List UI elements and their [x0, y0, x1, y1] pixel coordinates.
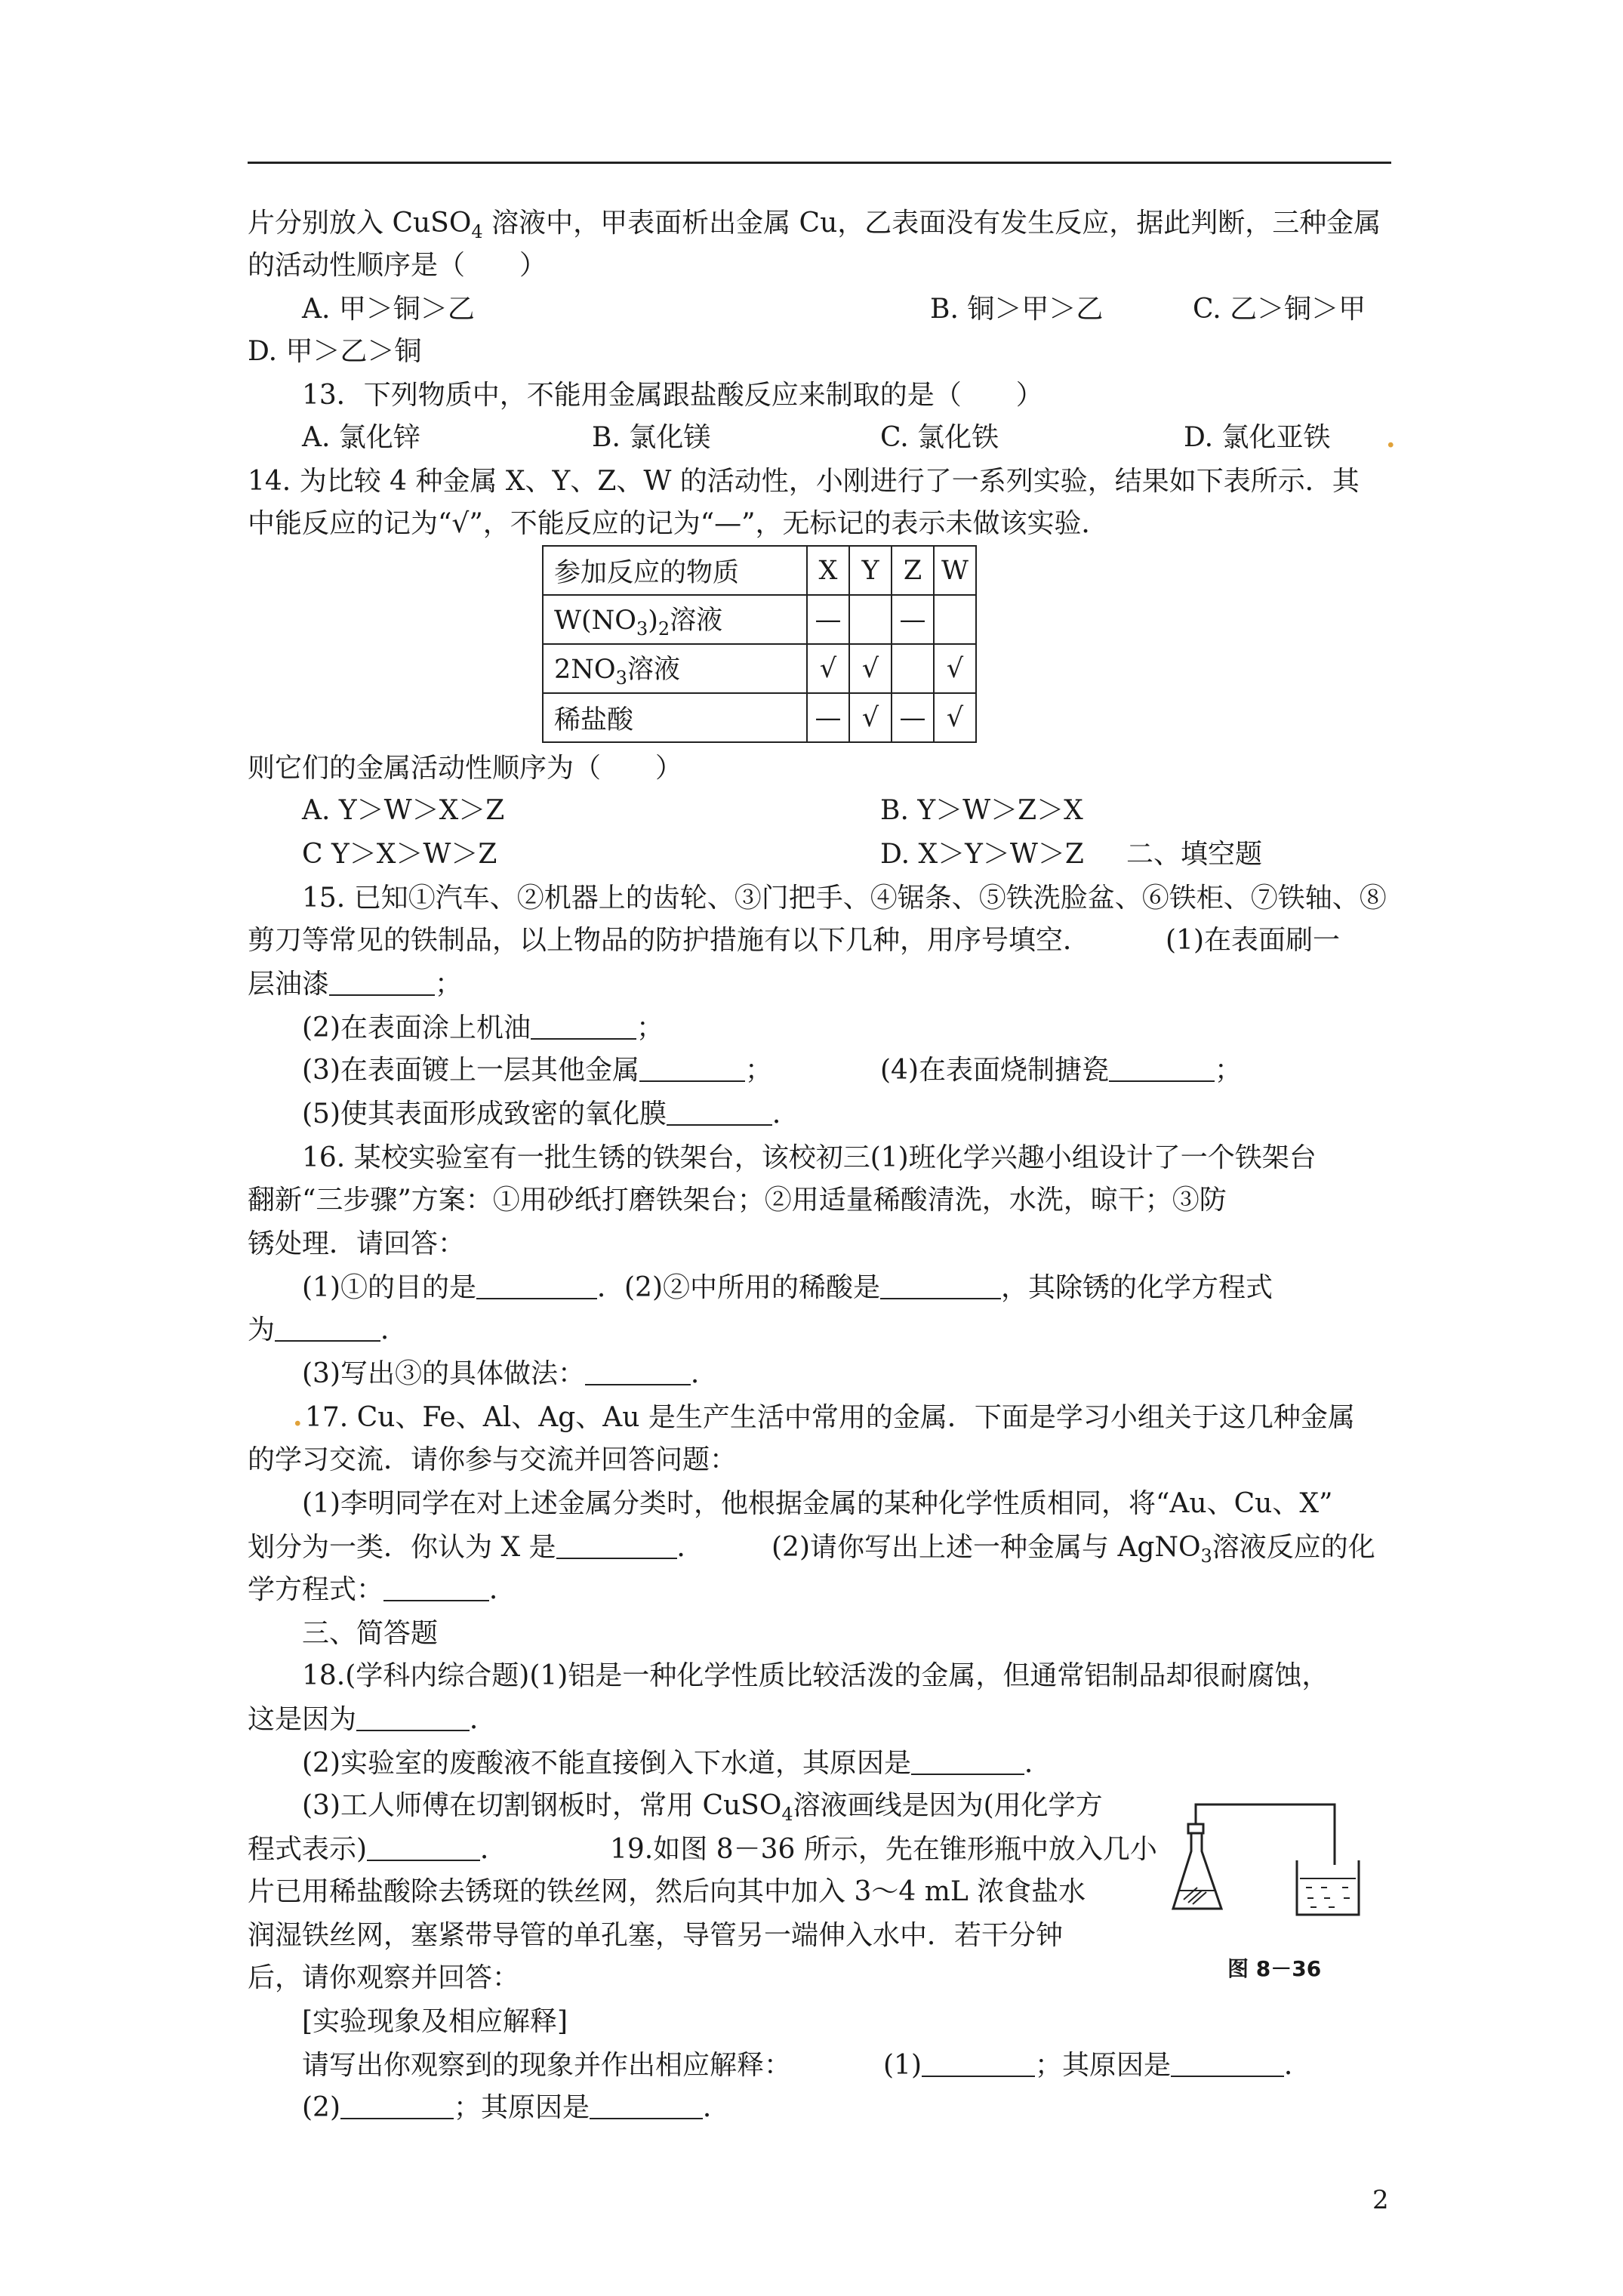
section-heading-fill-in: 二、填空题 [1126, 839, 1263, 870]
table-cell: √ [849, 693, 892, 742]
table-cell: — [892, 693, 934, 742]
q12-option-b: B. 铜＞甲＞乙 [930, 294, 1104, 325]
q18-line3: (2)实验室的废酸液不能直接倒入下水道，其原因是 ． [302, 1748, 1052, 1779]
q14-line1: 14. 为比较 4 种金属 X、Y、Z、W 的活动性，小刚进行了一系列实验，结果如下表所示．其 [248, 466, 1360, 497]
q12-line2: 的活动性顺序是（ ） [248, 250, 547, 281]
q18-line2: 这是因为 ． [248, 1704, 497, 1735]
q13-option-c: C. 氯化铁 [880, 422, 999, 453]
q15-part2: (2)在表面涂上机油 ； [302, 1012, 664, 1043]
q16-line3: 锈处理．请回答： [248, 1228, 466, 1259]
q18-line4: (3)工人师傅在切割钢板时，常用 CuSO$_4$溶液画线是因为(用化学方 [302, 1790, 1103, 1825]
q17-line5: 学方程式： ． [248, 1574, 517, 1605]
q18-line1: 18.(学科内综合题)(1)铝是一种化学性质比较活泼的金属，但通常铝制品却很耐腐蚀， [302, 1660, 1329, 1691]
q19-line3: 润湿铁丝网，塞紧带导管的单孔塞，导管另一端伸入水中．若干分钟 [248, 1920, 1064, 1951]
table-cell: — [892, 595, 934, 644]
table-cell: √ [934, 693, 976, 742]
q15-part5: (5)使其表面形成致密的氧化膜 ． [302, 1099, 800, 1130]
highlight-mark: . [1386, 422, 1396, 454]
table-row-label: 稀盐酸 [543, 693, 807, 742]
table-cell: — [807, 693, 849, 742]
figure-caption: 图 8－36 [1227, 1956, 1322, 1981]
delivery-tube [1196, 1804, 1335, 1865]
reaction-table [542, 545, 977, 743]
q16-sub2: 为 ． [248, 1314, 408, 1345]
q12-option-d: D. 甲＞乙＞铜 [248, 336, 422, 367]
q19-answer-1: (1) ；其原因是 ． [883, 2050, 1312, 2081]
table-header-row [543, 546, 976, 595]
table-header-cell: Z [892, 546, 934, 595]
table-header-cell: X [807, 546, 849, 595]
q19-stem: 19.如图 8－36 所示，先在锥形瓶中放入几小 [610, 1834, 1157, 1865]
q19-section-label: [实验现象及相应解释] [302, 2006, 568, 2037]
table-row [543, 644, 976, 693]
conical-flask [1173, 1833, 1221, 1909]
apparatus-figure [1170, 1782, 1366, 1933]
iron-gauze [1193, 1892, 1206, 1904]
q12-line1: 片分别放入 CuSO$_4$ 溶液中，甲表面析出金属 Cu，乙表面没有发生反应，据此判断，三种金属 [248, 208, 1381, 242]
q19-line2: 片已用稀盐酸除去锈斑的铁丝网，然后向其中加入 3～4 mL 浓食盐水 [248, 1876, 1086, 1907]
q15-part3: (3)在表面镀上一层其他金属 ； [302, 1055, 773, 1086]
q17-line1: 17. Cu、Fe、Al、Ag、Au 是生产生活中常用的金属．下面是学习小组关于这几种金属 [305, 1402, 1355, 1433]
q17-line4: 划分为一类．你认为 X 是 ． [248, 1532, 704, 1563]
q14-line2: 中能反应的记为“√”，不能反应的记为“—”，无标记的表示未做该实验． [248, 508, 1109, 539]
table-cell: √ [934, 644, 976, 693]
table-row-label: $2NO_3$溶液 [543, 644, 807, 693]
q16-sub1: (1)①的目的是 ．(2)②中所用的稀酸是 ，其除锈的化学方程式 [302, 1272, 1273, 1303]
table-cell: √ [807, 644, 849, 693]
q15-part1: (1)在表面刷一 [1166, 925, 1340, 956]
q15-line3: 层油漆 ； [248, 969, 463, 1000]
table-header-cell: 参加反应的物质 [543, 546, 807, 595]
table-header-cell: Y [849, 546, 892, 595]
table-cell: — [807, 595, 849, 644]
q12-option-c: C. 乙＞铜＞甲 [1193, 294, 1366, 325]
highlight-mark: . [293, 1401, 303, 1432]
section-heading-short-answer: 三、简答题 [302, 1618, 439, 1649]
table-row [543, 595, 976, 644]
q19-prompt: 请写出你观察到的现象并作出相应解释： [302, 2050, 792, 2081]
q16-line1: 16. 某校实验室有一批生锈的铁架台，该校初三(1)班化学兴趣小组设计了一个铁架台 [302, 1142, 1317, 1173]
q13-option-a: A. 氯化锌 [302, 422, 420, 453]
q13-option-d: D. 氯化亚铁 [1184, 422, 1331, 453]
q18-line5: 程式表示) ． [248, 1834, 508, 1865]
table-cell [849, 595, 892, 644]
q15-line1: 15. 已知①汽车、②机器上的齿轮、③门把手、④锯条、⑤铁洗脸盆、⑥铁柜、⑦铁轴、⑧ [302, 883, 1387, 914]
page-number: 2 [1372, 2185, 1389, 2215]
header-rule [248, 162, 1391, 164]
q14-option-c: C Y＞X＞W＞Z [302, 839, 497, 870]
iron-gauze [1188, 1891, 1202, 1903]
q17-line2: 的学习交流．请你参与交流并回答问题： [248, 1444, 738, 1475]
q14-stem2: 则它们的金属活动性顺序为（ ） [248, 753, 683, 784]
q17-line3: (1)李明同学在对上述金属分类时，他根据金属的某种化学性质相同，将“Au、Cu、X” [302, 1488, 1333, 1519]
q15-part4: (4)在表面烧制搪瓷 ； [880, 1055, 1243, 1086]
q13-option-b: B. 氯化镁 [592, 422, 711, 453]
q16-sub3: (3)写出③的具体做法： ． [302, 1358, 719, 1389]
stopper [1188, 1824, 1203, 1833]
table-row [543, 693, 976, 742]
table-cell [892, 644, 934, 693]
q16-line2: 翻新“三步骤”方案：①用砂纸打磨铁架台；②用适量稀酸清洗，水洗，晾干；③防 [248, 1185, 1227, 1216]
table-row-label: $W(NO_3)_2$溶液 [543, 595, 807, 644]
q15-line2: 剪刀等常见的铁制品，以上物品的防护措施有以下几种，用序号填空． [248, 925, 1091, 956]
q19-answer-2: (2) ；其原因是 ． [302, 2092, 731, 2123]
q14-option-b: B. Y＞W＞Z＞X [880, 795, 1083, 826]
iron-gauze [1184, 1888, 1197, 1900]
table-cell: √ [849, 644, 892, 693]
q17-line4-part2: (2)请你写出上述一种金属与 AgNO$_3$溶液反应的化 [771, 1532, 1375, 1567]
table-cell [934, 595, 976, 644]
q13-stem: 13．下列物质中，不能用金属跟盐酸反应来制取的是（ ） [302, 380, 1043, 411]
q19-line4: 后，请你观察并回答： [248, 1962, 520, 1993]
q12-option-a: A. 甲＞铜＞乙 [302, 294, 475, 325]
table-header-cell: W [934, 546, 976, 595]
q14-option-a: A. Y＞W＞X＞Z [302, 795, 505, 826]
q14-option-d: D. X＞Y＞W＞Z [880, 839, 1084, 870]
